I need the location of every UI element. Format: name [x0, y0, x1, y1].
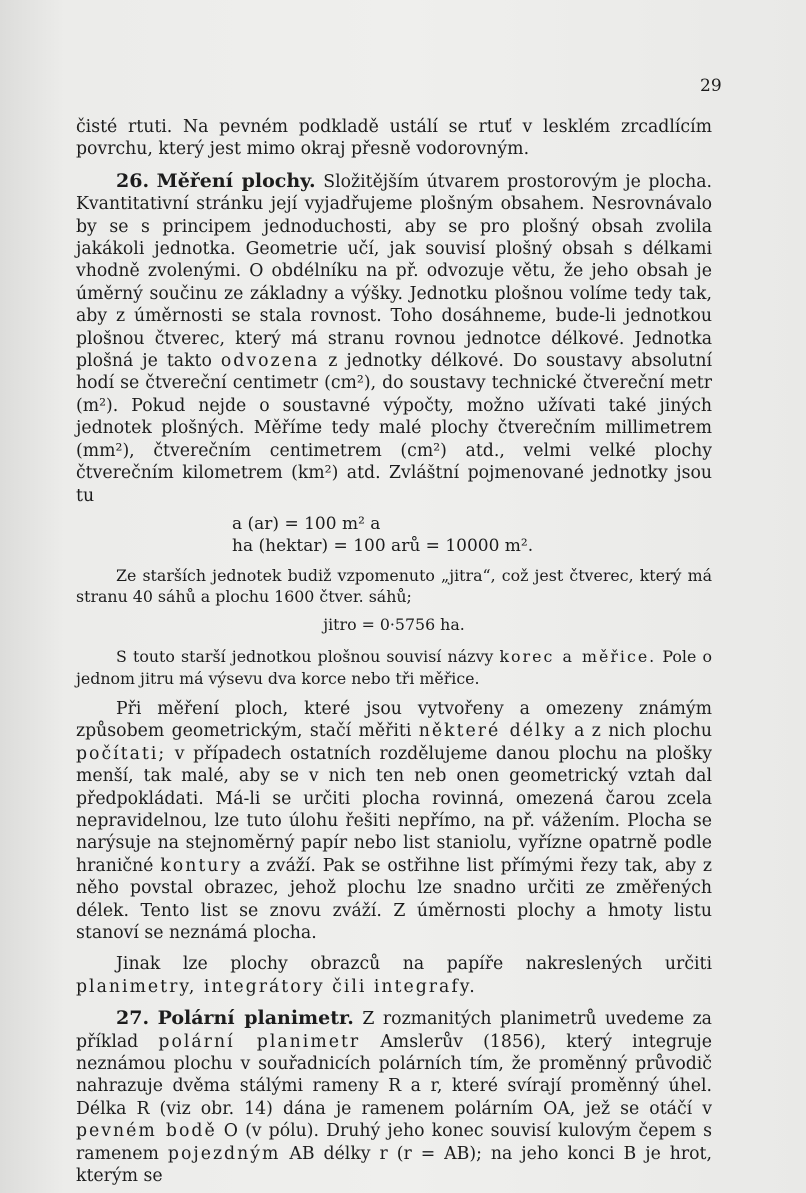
page-body	[76, 116, 712, 1187]
s27-spaced-1: polární planimetr	[158, 1031, 361, 1052]
section-27-number: 27.	[116, 1007, 150, 1030]
p2-text-b: a z nich plochu	[566, 721, 713, 742]
section-26-spaced: odvozena	[220, 351, 320, 372]
p2-text-a: Při měření ploch, které jsou vytvořeny a omezeny známým způsobem geometrickým, stačí měřiti	[76, 698, 712, 742]
small-paragraph-korec	[76, 646, 712, 689]
formula-jitro: jitro = 0·5756 ha.	[323, 614, 465, 634]
s27-text-c: O (v pólu). Druhý jeho konec souvisí kulovým čepem s ramenem	[76, 1121, 712, 1164]
measurement-paragraph	[76, 698, 712, 944]
section-26-text-b: z jednotky délkové. Do soustavy absolutní hodí se čtvereční centimetr (cm²), do soustavy technické čtvereční metr (m²). Pokud nejde o soustavné výpočty, možno užívati také jiných jednotek plošných. Měříme tedy malé plochy čtverečním millimetrem (mm²), čtverečním centimetrem (cm²) atd., velmi velké plochy čtverečním kilometrem (km²) atd. Zvláštní pojmenované jednotky jsou tu	[76, 351, 712, 506]
p3-text-a: Jinak lze plochy obrazců na papíře nakreslených určiti	[116, 954, 712, 975]
p2-spaced-3: kontury	[160, 855, 243, 876]
formula-ar: a (ar) = 100 m² a	[232, 513, 381, 534]
p2-text-c: v případech ostatních rozdělujeme danou plochu na plošky menší, tak malé, aby se v nich ten neb onen geometrický vztah dal předpokládati. Má-li se určiti plocha rovinná, omezená čarou zcela nepravidelnou, lze tuto úlohu řešiti nepřímo, na př. vážením. Plocha se narýsuje na stejnoměrný papír nebo list staniolu, vyřízne opatrně podle hraničné	[76, 743, 712, 876]
p2-spaced-1: některé délky	[418, 721, 567, 742]
small-text-b1: S touto starší jednotkou plošnou souvisí názvy	[116, 647, 500, 667]
section-26-number: 26.	[116, 169, 150, 192]
small-paragraph-jitra: Ze starších jednotek budiž vzpomenuto „jitra“, což jest čtverec, který má stranu 40 sáhů a plochu 1600 čtver. sáhů;	[76, 565, 712, 607]
section-26-title: Měření plochy.	[156, 169, 316, 192]
s27-spaced-3: pojezdným	[167, 1143, 281, 1164]
s27-spaced-2: pevném bodě	[76, 1121, 217, 1142]
p2-text-d: a zváží. Pak se ostřihne list přímými řezy tak, aby z něho povstal obrazec, jehož plochu lze snadno určiti ze změřených délek. Tento list se znovu zváží. Z úměrnosti plochy a hmoty listu stanoví se neznámá plocha.	[76, 855, 712, 943]
small-text-b2: Pole o jednom jitru má výsevu dva korce nebo tři měřice.	[76, 647, 712, 688]
p3-spaced: planimetry, integrátory čili integrafy.	[76, 976, 477, 997]
intro-paragraph: čisté rtuti. Na pevném podkladě ustálí se rtuť v lesklém zrcadlícím povrchu, který jest mimo okraj přesně vodorovným.	[76, 117, 712, 160]
p2-spaced-2: počítati;	[76, 743, 167, 764]
unit-formulas	[76, 513, 712, 557]
s27-text-b: Amslerův (1856), který integruje neznámou plochu v souřadnicích polárních tím, že proměnný průvodič nahrazuje dvěma stálými rameny R a r, které svírají proměnný úhel. Délka R (viz obr. 14) dána je ramenem polárním OA, jež se otáčí v	[76, 1031, 712, 1119]
page-number: 29	[700, 76, 722, 96]
section-26-text-a: Složitějším útvarem prostorovým je plocha. Kvantitativní stránku její vyjadřujeme plošným obsahem. Nesrovnávalo by se s principem jednoduchosti, aby se pro plošný obsah zvolila jakákoli jednotka. Geometrie učí, jak souvisí plošný obsah s délkami vhodně zvolenými. O obdélníku na př. odvozuje větu, že jeho obsah je úměrný součinu ze základny a výšky. Jednotku plošnou volíme tedy tak, aby z úměrnosti se stala rovnost. Toho dosáhneme, bude-li jednotkou plošnou čtverec, který má stranu rovnou jednotce délkové. Jednotka plošná je takto	[76, 171, 713, 372]
planimetry-paragraph	[76, 953, 712, 998]
section-26-paragraph	[76, 170, 712, 507]
small-spaced: korec a měřice.	[499, 647, 657, 667]
s27-text-a: Z rozmanitých planimetrů uvedeme za příklad	[76, 1009, 712, 1052]
s27-text-d: AB délky r (r = AB); na jeho konci B je hrot, kterým se	[76, 1143, 712, 1187]
section-27-title: Polární planimetr.	[157, 1007, 354, 1030]
formula-hektar: ha (hektar) = 100 arů = 10000 m².	[232, 535, 534, 556]
section-27-paragraph	[76, 1007, 712, 1187]
